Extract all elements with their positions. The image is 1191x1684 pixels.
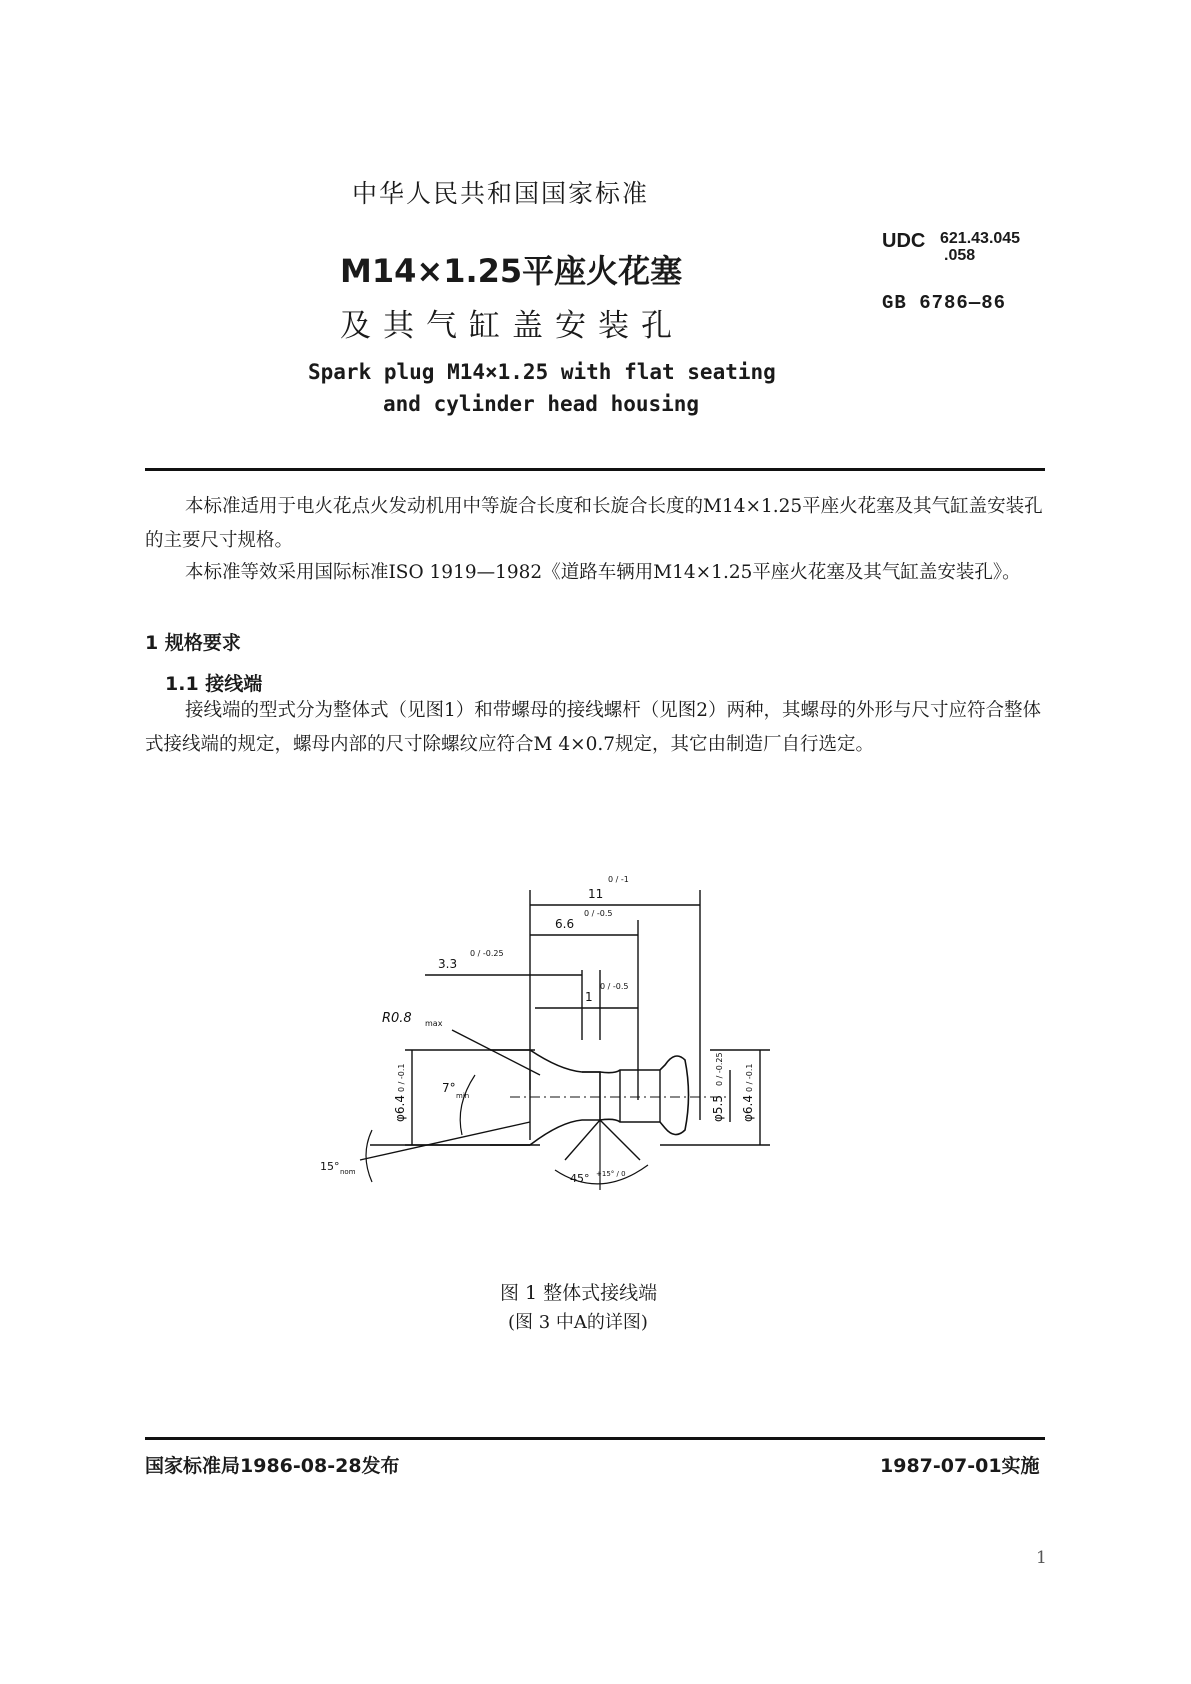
- dim-1-tolerance: 0 / -0.5: [600, 982, 629, 991]
- dim-11-tolerance: 0 / -1: [608, 875, 629, 884]
- dia-mid-label: φ5.5: [711, 1095, 725, 1122]
- title-line-2: 及其气缸盖安装孔: [340, 308, 684, 344]
- udc-number: [940, 230, 1020, 264]
- dim-11-label: 11: [588, 887, 604, 901]
- angle-45-label: 45°: [570, 1172, 590, 1185]
- paragraph-iso: [145, 556, 1045, 590]
- paragraph-terminal-text: 接线端的型式分为整体式（见图1）和带螺母的接线螺杆（见图2）两种，其螺母的外形与尺寸应符合整体式接线端的规定，螺母内部的尺寸除螺纹应符合M 4×0.7规定，其它由制造厂自行选定。: [145, 700, 1042, 755]
- udc-label: UDC: [882, 230, 926, 252]
- angle-7-label: 7°: [442, 1081, 456, 1095]
- udc-number-line-2: .058: [944, 247, 976, 264]
- section-1-heading: 1 规格要求: [145, 632, 241, 654]
- radius-label: R0.8: [382, 1011, 412, 1026]
- udc-number-line-1: 621.43.045: [940, 230, 1021, 247]
- section-1-1-heading: 1.1 接线端: [165, 673, 263, 695]
- top-rule: [145, 468, 1045, 471]
- angle-45-tolerance: +15° / 0: [596, 1170, 626, 1178]
- dim-1-label: 1: [585, 990, 593, 1004]
- dia-right-tolerance: 0 / -0.1: [745, 1063, 754, 1092]
- dim-3-3-tolerance: 0 / -0.25: [470, 949, 504, 958]
- page-number: 1: [1036, 1548, 1047, 1568]
- implementation-date: 1987-07-01实施: [880, 1455, 1040, 1477]
- figure-caption-line-2: (图 3 中A的详图): [508, 1312, 648, 1333]
- terminal-drawing: [320, 860, 850, 1240]
- bottom-rule: [145, 1437, 1045, 1440]
- angle-15-subscript: nom: [340, 1168, 356, 1176]
- gb-number: GB 6786—86: [882, 292, 1007, 314]
- dia-mid-tolerance: 0 / -0.25: [715, 1052, 724, 1086]
- angle-7-subscript: min: [456, 1092, 470, 1100]
- dia-left-label: φ6.4: [393, 1095, 407, 1122]
- title-line-1: M14×1.25平座火花塞: [340, 252, 683, 290]
- dia-right-label: φ6.4: [741, 1095, 755, 1122]
- english-title-line-2: and cylinder head housing: [383, 392, 700, 416]
- dim-6-6-tolerance: 0 / -0.5: [584, 909, 613, 918]
- dia-left-tolerance: 0 / -0.1: [397, 1063, 406, 1092]
- dim-6-6-label: 6.6: [555, 917, 575, 931]
- radius-subscript: max: [425, 1019, 443, 1028]
- paragraph-scope: [145, 490, 1045, 558]
- paragraph-scope-text: 本标准适用于电火花点火发动机用中等旋合长度和长旋合长度的M14×1.25平座火花塞及其气缸盖安装孔的主要尺寸规格。: [145, 496, 1043, 551]
- figure-caption-line-1: 图 1 整体式接线端: [500, 1282, 658, 1304]
- paragraph-terminal: [145, 694, 1045, 762]
- angle-15-label: 15°: [320, 1160, 340, 1173]
- issue-date: 国家标准局1986-08-28发布: [145, 1455, 400, 1477]
- paragraph-iso-text: 本标准等效采用国际标准ISO 1919—1982《道路车辆用M14×1.25平座火花塞及其气缸盖安装孔》。: [185, 562, 1021, 583]
- dim-3-3-label: 3.3: [438, 957, 458, 971]
- national-standard-heading: 中华人民共和国国家标准: [352, 179, 650, 208]
- english-title-line-1: Spark plug M14×1.25 with flat seating: [308, 360, 776, 384]
